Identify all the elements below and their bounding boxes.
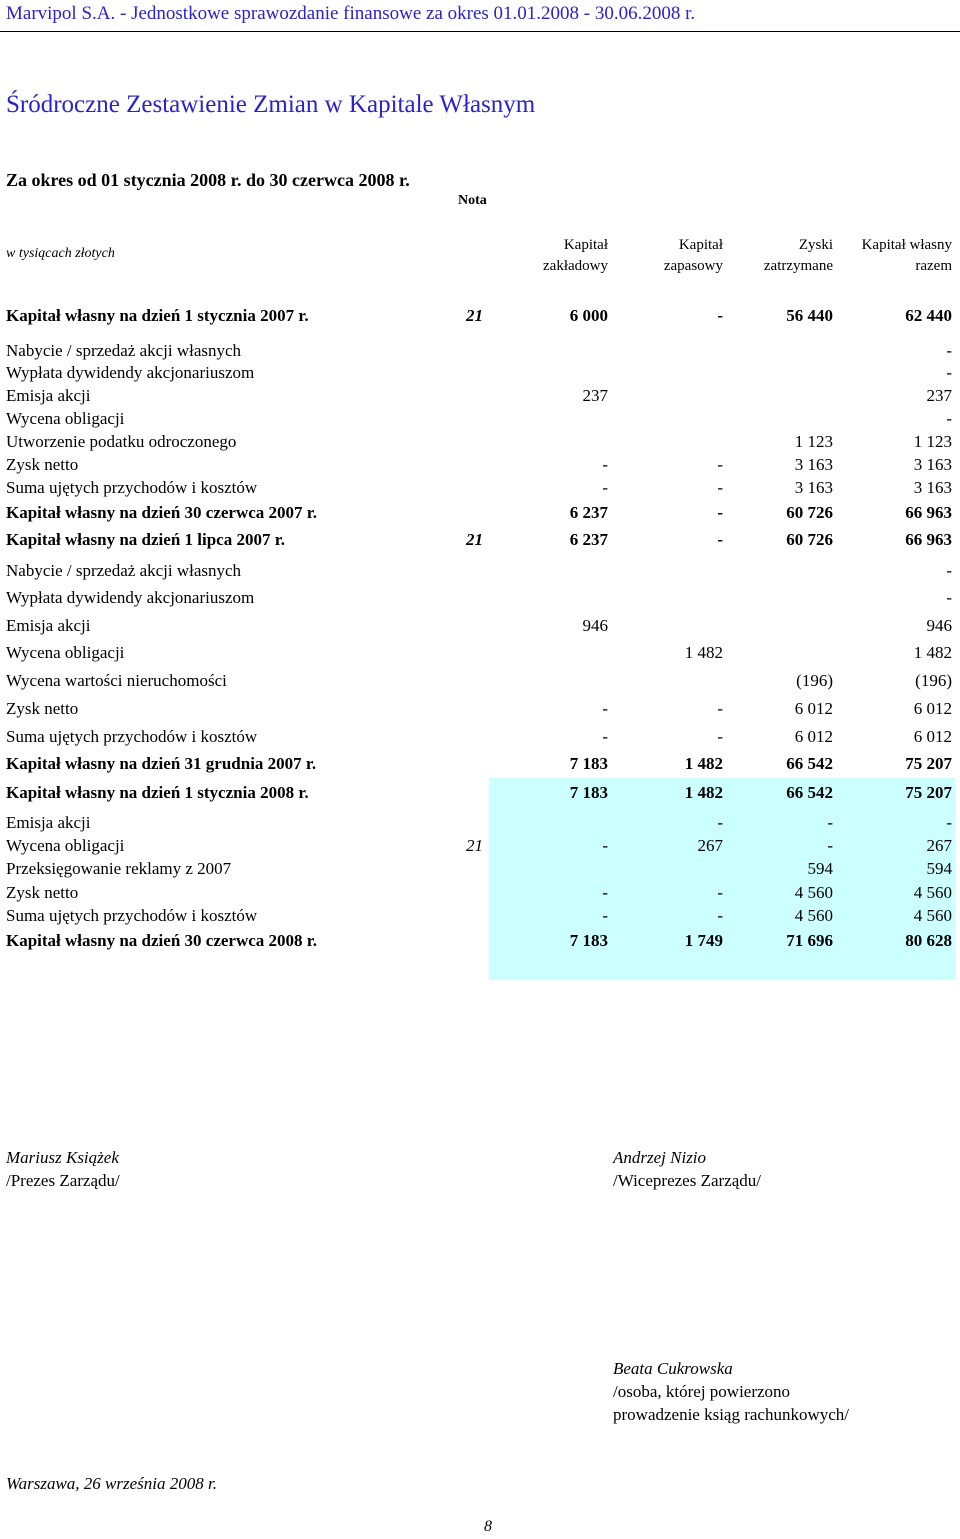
table-row [0,643,960,665]
retained-earnings-value: 66 542 [786,754,833,773]
signatory-name: Andrzej Nizio [613,1148,707,1167]
row-label: Kapitał własny na dzień 1 stycznia 2007 r. [6,306,309,325]
reserve-capital-value: - [717,306,723,325]
reserve-capital-value: - [717,503,723,522]
signatory-role: prowadzenie ksiąg rachunkowych/ [613,1405,850,1424]
row-label: Wycena obligacji [6,643,125,662]
signature-vice-president [613,1146,761,1192]
column-header-line2: zatrzymane [763,258,833,274]
total-equity-value: - [946,561,952,580]
row-label: Wycena obligacji [6,836,125,855]
share-capital-value: - [602,906,608,925]
reserve-capital-value: - [717,478,723,497]
total-equity-value: 4 560 [913,883,952,902]
share-capital-value: 6 237 [569,530,608,549]
row-label: Wypłata dywidendy akcjonariuszom [6,588,255,607]
share-capital-value: - [602,455,608,474]
row-label: Emisja akcji [6,386,91,405]
page-title: Śródroczne Zestawienie Zmian w Kapitale Własnym [6,91,536,118]
table-row [0,727,960,749]
reserve-capital-value: 1 482 [684,783,723,802]
table-row [0,671,960,693]
table-row [0,616,960,638]
retained-earnings-value: 60 726 [786,530,833,549]
share-capital-value: 7 183 [569,783,608,802]
reserve-capital-value: - [717,699,723,718]
row-label: Kapitał własny na dzień 31 grudnia 2007 r. [6,754,317,773]
retained-earnings-value: 4 560 [794,906,833,925]
retained-earnings-value: 60 726 [786,503,833,522]
row-label: Kapitał własny na dzień 30 czerwca 2007 r. [6,503,318,522]
retained-earnings-value: 6 012 [794,727,833,746]
header-rule [0,31,960,32]
share-capital-value: - [602,836,608,855]
reserve-capital-value: 1 482 [684,643,723,662]
row-label: Utworzenie podatku odroczonego [6,432,237,451]
retained-earnings-value: - [827,813,833,832]
row-label: Kapitał własny na dzień 1 lipca 2007 r. [6,530,285,549]
row-label: Emisja akcji [6,813,91,832]
total-equity-value: 3 163 [913,455,952,474]
reserve-capital-value: - [717,906,723,925]
row-label: Wycena wartości nieruchomości [6,671,227,690]
column-header-line1: Kapitał własny [861,237,952,253]
row-nota: 21 [466,836,483,855]
total-equity-value: 6 012 [913,699,952,718]
row-label: Nabycie / sprzedaż akcji własnych [6,341,242,360]
column-header-line2: razem [915,258,952,274]
reserve-capital-value: - [717,883,723,902]
table-row [0,409,960,431]
column-header-line1: Kapitał [563,237,608,253]
total-equity-value: - [946,409,952,428]
retained-earnings-value: 594 [807,859,833,878]
table-row [0,363,960,385]
total-equity-value: 75 207 [905,783,952,802]
total-equity-value: 66 963 [905,530,952,549]
total-equity-value: (196) [915,671,952,690]
column-header-line1: Zyski [798,237,833,253]
total-equity-value: - [946,363,952,382]
table-row [0,561,960,583]
table-row [0,699,960,721]
period-label: Za okres od 01 stycznia 2008 r. do 30 czerwca 2008 r. [6,170,410,190]
reserve-capital-value: 1 749 [684,931,723,950]
retained-earnings-value: 1 123 [794,432,833,451]
signatory-name: Mariusz Książek [6,1148,119,1167]
retained-earnings-value: 66 542 [786,783,833,802]
share-capital-value: 6 000 [569,306,608,325]
row-label: Wypłata dywidendy akcjonariuszom [6,363,255,382]
total-equity-value: 3 163 [913,478,952,497]
share-capital-value: - [602,883,608,902]
signatory-name: Beata Cukrowska [613,1359,733,1378]
share-capital-value: 946 [582,616,608,635]
row-label: Przeksięgowanie reklamy z 2007 [6,859,232,878]
table-row [0,588,960,610]
table-row [0,432,960,454]
table-row [0,813,960,835]
retained-earnings-value: 3 163 [794,478,833,497]
total-equity-value: - [946,341,952,360]
row-nota: 21 [466,306,483,325]
table-row [0,455,960,477]
total-equity-value: 946 [926,616,952,635]
total-equity-value: 62 440 [905,306,952,325]
retained-earnings-value: (196) [796,671,833,690]
table-row-balance [0,754,960,776]
signatory-role: /Prezes Zarządu/ [6,1171,120,1190]
reserve-capital-value: 1 482 [684,754,723,773]
row-nota: 21 [466,530,483,549]
reserve-capital-value: 267 [697,836,723,855]
table-row-balance [0,530,960,552]
reserve-capital-value: - [717,727,723,746]
table-row [0,386,960,408]
page-number: 8 [484,1518,492,1535]
total-equity-value: 75 207 [905,754,952,773]
row-label: Emisja akcji [6,616,91,635]
table-row-balance [0,931,960,953]
table-row-balance [0,783,960,805]
retained-earnings-value: 56 440 [786,306,833,325]
reserve-capital-value: - [717,455,723,474]
row-label: Suma ujętych przychodów i kosztów [6,727,258,746]
total-equity-value: - [946,588,952,607]
row-label: Suma ujętych przychodów i kosztów [6,478,258,497]
share-capital-value: 7 183 [569,931,608,950]
table-row [0,836,960,858]
signatory-role: /Wiceprezes Zarządu/ [613,1171,761,1190]
table-row [0,883,960,905]
nota-column-header: Nota [458,193,487,208]
table-row [0,859,960,881]
column-header-total-equity [782,235,952,277]
row-label: Suma ujętych przychodów i kosztów [6,906,258,925]
row-label: Zysk netto [6,699,79,718]
row-label: Wycena obligacji [6,409,125,428]
retained-earnings-value: 71 696 [786,931,833,950]
share-capital-value: - [602,699,608,718]
total-equity-value: 267 [926,836,952,855]
reserve-capital-value: - [717,813,723,832]
share-capital-value: 6 237 [569,503,608,522]
table-row [0,341,960,363]
row-label: Nabycie / sprzedaż akcji własnych [6,561,242,580]
column-header-line2: zakładowy [543,258,608,274]
row-label: Kapitał własny na dzień 1 stycznia 2008 r. [6,783,309,802]
retained-earnings-value: - [827,836,833,855]
total-equity-value: - [946,813,952,832]
share-capital-value: 237 [582,386,608,405]
retained-earnings-value: 3 163 [794,455,833,474]
total-equity-value: 237 [926,386,952,405]
total-equity-value: 1 482 [913,643,952,662]
retained-earnings-value: 6 012 [794,699,833,718]
total-equity-value: 66 963 [905,503,952,522]
table-row-balance [0,306,960,328]
unit-label: w tysiącach złotych [6,246,115,261]
reserve-capital-value: - [717,530,723,549]
column-header-line1: Kapitał [678,237,723,253]
retained-earnings-value: 4 560 [794,883,833,902]
row-label: Kapitał własny na dzień 30 czerwca 2008 r. [6,931,318,950]
share-capital-value: 7 183 [569,754,608,773]
total-equity-value: 6 012 [913,727,952,746]
place-date: Warszawa, 26 września 2008 r. [6,1474,217,1493]
table-row [0,478,960,500]
table-row [0,906,960,928]
signatory-role: /osoba, której powierzono [613,1382,791,1401]
signature-president [6,1146,120,1192]
document-header: Marvipol S.A. - Jednostkowe sprawozdanie finansowe za okres 01.01.2008 - 30.06.2008 r. [6,3,696,24]
total-equity-value: 4 560 [913,906,952,925]
column-header-line2: zapasowy [663,258,723,274]
row-label: Zysk netto [6,455,79,474]
table-row-balance [0,503,960,525]
row-label: Zysk netto [6,883,79,902]
total-equity-value: 594 [926,859,952,878]
signature-bookkeeper [613,1357,849,1426]
share-capital-value: - [602,478,608,497]
total-equity-value: 80 628 [905,931,952,950]
total-equity-value: 1 123 [913,432,952,451]
share-capital-value: - [602,727,608,746]
